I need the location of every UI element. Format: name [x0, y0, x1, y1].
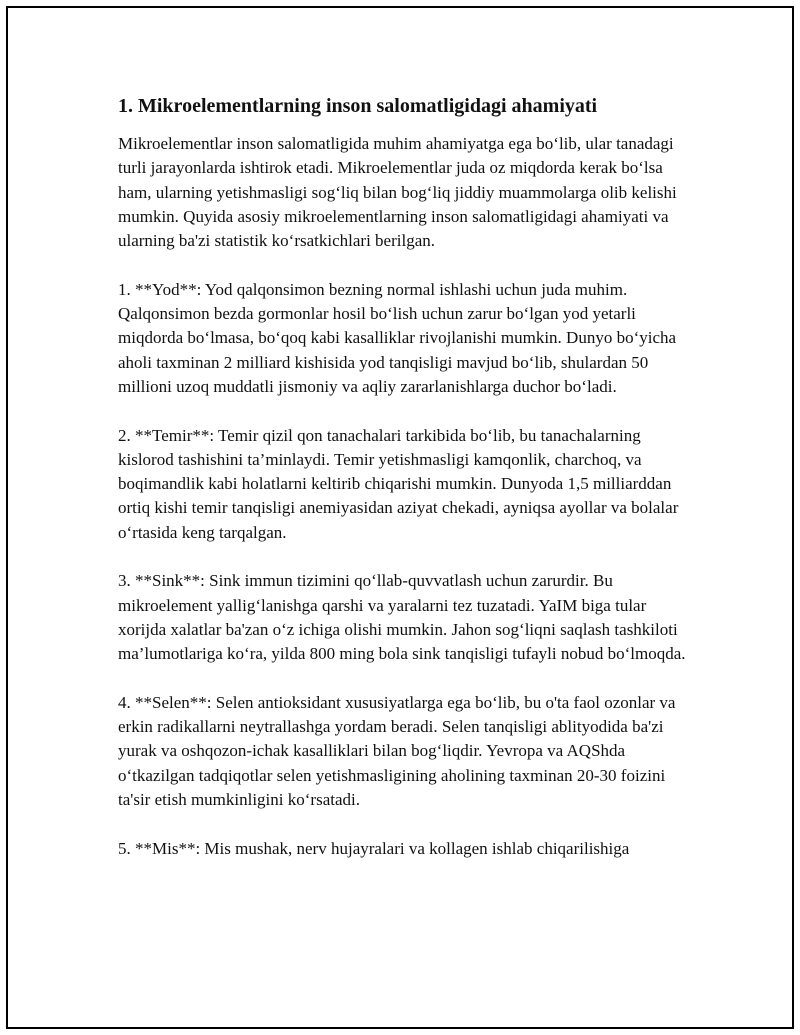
- iron-paragraph: 2. **Temir**: Temir qizil qon tanachalari tarkibida bo‘lib, bu tanachalarning kislorod tashishini ta’minlaydi. Temir yetishmasligi kamqonlik, charchoq, va boqimandlik kabi holatlarni keltirib chiqarishi mumkin. Dunyoda 1,5 milliarddan ortiq kishi temir tanqisligi anemiyasidan aziyat chekadi, ayniqsa ayollar va bolalar o‘rtasida keng tarqalgan.: [118, 425, 679, 542]
- document-body: [118, 92, 688, 885]
- section-heading: 1. Mikroelementlarning inson salomatligidagi ahamiyati: [118, 95, 598, 117]
- iodine-paragraph: 1. **Yod**: Yod qalqonsimon bezning normal ishlashi uchun juda muhim. Qalqonsimon bezda gormonlar hosil bo‘lish uchun zarur bo‘lgan yod yetarli miqdorda bo‘lmasa, bo‘qoq kabi kasalliklar rivojlanishi mumkin. Dunyo bo‘yicha aholi taxminan 2 milliard kishisida yod tanqisligi mavjud bo‘lib, shulardan 50 millioni uzoq muddatli jismoniy va aqliy zararlanishlarga duchor bo‘ladi.: [118, 279, 677, 396]
- copper-paragraph: 5. **Mis**: Mis mushak, nerv hujayralari va kollagen ishlab chiqarilishiga: [118, 838, 630, 858]
- intro-paragraph: Mikroelementlar inson salomatligida muhim ahamiyatga ega bo‘lib, ular tanadagi turli jarayonlarda ishtirok etadi. Mikroelementlar juda oz miqdorda kerak bo‘lsa ham, ularning yetishmasligi sog‘liq bilan bog‘liq jiddiy muammolarga olib kelishi mumkin. Quyida asosiy mikroelementlarning inson salomatligidagi ahamiyati va ularning ba'zi statistik ko‘rsatkichlari berilgan.: [118, 134, 677, 251]
- zinc-paragraph: 3. **Sink**: Sink immun tizimini qo‘llab-quvvatlash uchun zarurdir. Bu mikroelement yallig‘lanishga qarshi va yaralarni tez tuzatadi. YaIM biga tular xorijda xalatlar ba'zan o‘z ichiga olishi mumkin. Jahon sog‘liqni saqlash tashkiloti ma’lumotlariga ko‘ra, yilda 800 ming bola sink tanqisligi tufayli nobud bo‘lmoqda.: [118, 571, 686, 664]
- selenium-paragraph: 4. **Selen**: Selen antioksidant xususiyatlarga ega bo‘lib, bu o'ta faol ozonlar va erkin radikallarni neytrallashga yordam beradi. Selen tanqisligi ablityodida ba'zi yurak va oshqozon-ichak kasalliklari bilan bog‘liqdir. Yevropa va AQShda o‘tkazilgan tadqiqotlar selen yetishmasligining aholining taxminan 20-30 foizini ta'sir etish mumkinligini ko‘rsatadi.: [118, 692, 676, 810]
